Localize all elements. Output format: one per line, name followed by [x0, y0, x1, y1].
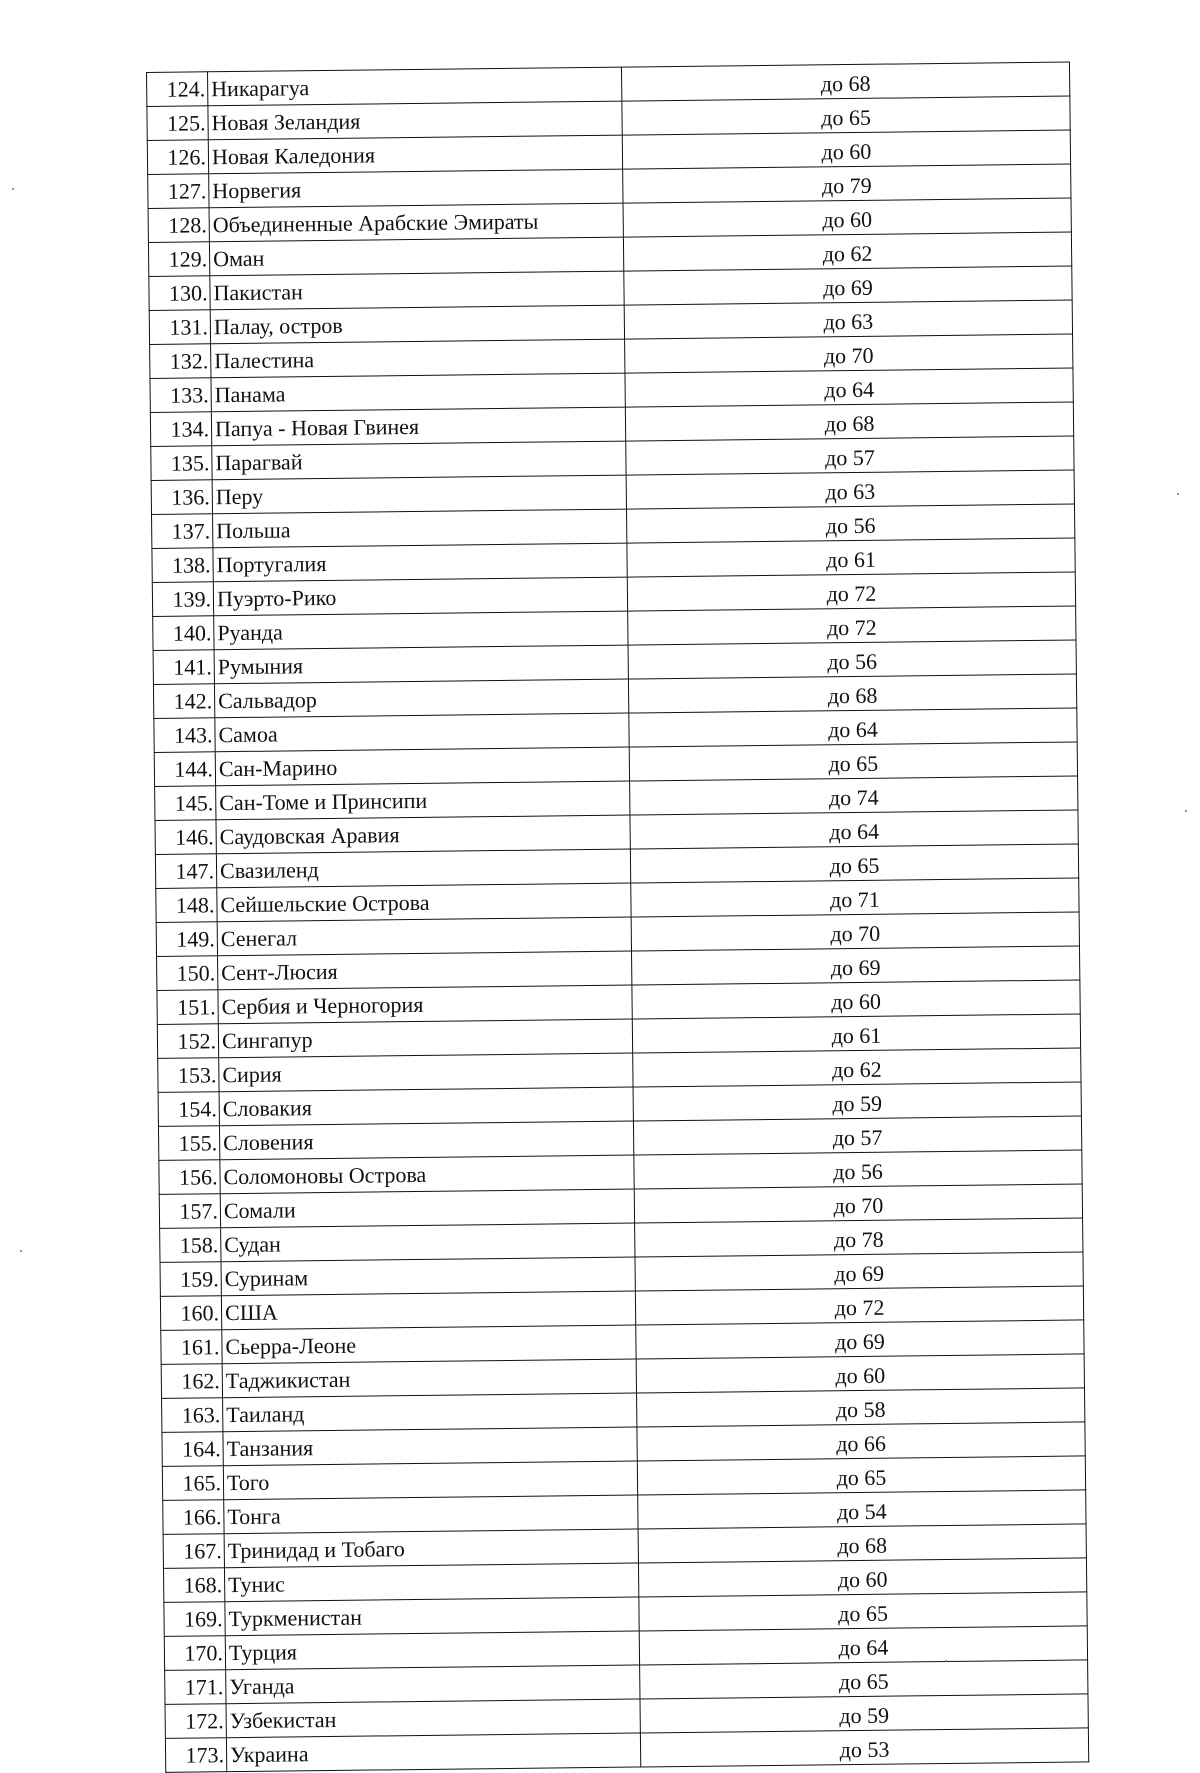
limit-value: до 60 [638, 1558, 1086, 1597]
country-name: Пуэрто-Рико [213, 577, 627, 616]
country-name: Руанда [214, 611, 628, 650]
scan-speck [945, 1660, 947, 1662]
row-number: 145. [155, 786, 216, 821]
row-number: 139. [152, 582, 213, 617]
limit-value: до 64 [630, 810, 1078, 849]
country-name: Турция [225, 1631, 639, 1670]
row-number: 156. [159, 1160, 220, 1195]
limit-value: до 70 [631, 912, 1079, 951]
row-number: 132. [150, 344, 211, 379]
row-number: 161. [161, 1330, 222, 1365]
row-number: 168. [163, 1568, 224, 1603]
row-number: 167. [163, 1534, 224, 1569]
country-name: Сан-Томе и Принсипи [216, 781, 630, 820]
row-number: 135. [151, 446, 212, 481]
row-number: 149. [156, 922, 217, 957]
limit-value: до 69 [632, 946, 1080, 985]
limit-value: до 65 [639, 1592, 1087, 1631]
row-number: 143. [154, 718, 215, 753]
country-name: Туркменистан [225, 1597, 639, 1636]
limit-value: до 65 [622, 96, 1070, 135]
row-number: 154. [158, 1092, 219, 1127]
row-number: 166. [163, 1500, 224, 1535]
scan-speck [12, 188, 14, 190]
limit-value: до 56 [626, 504, 1074, 543]
limit-value: до 59 [633, 1082, 1081, 1121]
limit-value: до 78 [635, 1218, 1083, 1257]
limit-value: до 61 [627, 538, 1075, 577]
country-name: Перу [212, 475, 626, 514]
row-number: 130. [149, 276, 210, 311]
row-number: 129. [148, 242, 209, 277]
limit-value: до 65 [640, 1660, 1088, 1699]
row-number: 133. [150, 378, 211, 413]
country-name: Сербия и Черногория [218, 985, 632, 1024]
limit-value: до 60 [636, 1354, 1084, 1393]
country-name: Соломоновы Острова [220, 1155, 634, 1194]
country-table-container [146, 62, 1089, 1773]
row-number: 170. [164, 1636, 225, 1671]
country-name: Сальвадор [214, 679, 628, 718]
row-number: 144. [154, 752, 215, 787]
row-number: 153. [158, 1058, 219, 1093]
limit-value: до 57 [633, 1116, 1081, 1155]
limit-value: до 56 [628, 640, 1076, 679]
limit-value: до 71 [631, 878, 1079, 917]
row-number: 138. [152, 548, 213, 583]
country-name: Сейшельские Острова [217, 883, 631, 922]
limit-value: до 53 [640, 1728, 1088, 1767]
row-number: 160. [160, 1296, 221, 1331]
country-table [146, 62, 1089, 1773]
row-number: 128. [148, 208, 209, 243]
limit-value: до 64 [639, 1626, 1087, 1665]
limit-value: до 64 [625, 368, 1073, 407]
row-number: 158. [160, 1228, 221, 1263]
limit-value: до 59 [640, 1694, 1088, 1733]
limit-value: до 66 [637, 1422, 1085, 1461]
row-number: 127. [148, 174, 209, 209]
limit-value: до 72 [627, 572, 1075, 611]
row-number: 159. [160, 1262, 221, 1297]
scan-speck [1185, 810, 1187, 812]
limit-value: до 64 [629, 708, 1077, 747]
row-number: 165. [162, 1466, 223, 1501]
row-number: 155. [158, 1126, 219, 1161]
country-name: Сент-Люсия [218, 951, 632, 990]
country-name: Сан-Марино [215, 747, 629, 786]
country-name: Украина [226, 1733, 640, 1772]
limit-value: до 58 [637, 1388, 1085, 1427]
limit-value: до 69 [624, 266, 1072, 305]
country-name: Румыния [214, 645, 628, 684]
row-number: 140. [153, 616, 214, 651]
country-name: Польша [213, 509, 627, 548]
limit-value: до 63 [624, 300, 1072, 339]
limit-value: до 62 [623, 232, 1071, 271]
country-name: Пакистан [210, 271, 624, 310]
limit-value: до 68 [638, 1524, 1086, 1563]
row-number: 146. [155, 820, 216, 855]
country-name: Оман [209, 237, 623, 276]
limit-value: до 69 [636, 1320, 1084, 1359]
country-name: Словакия [219, 1087, 633, 1126]
country-name: Объединенные Арабские Эмираты [209, 203, 623, 242]
row-number: 137. [152, 514, 213, 549]
country-name: Свазиленд [216, 849, 630, 888]
row-number: 126. [147, 140, 208, 175]
row-number: 172. [165, 1704, 226, 1739]
row-number: 173. [165, 1738, 226, 1773]
country-name: Таиланд [223, 1393, 637, 1432]
limit-value: до 57 [626, 436, 1074, 475]
country-name: Норвегия [209, 169, 623, 208]
limit-value: до 60 [632, 980, 1080, 1019]
country-name: Никарагуа [208, 67, 622, 106]
row-number: 148. [156, 888, 217, 923]
country-name: Уганда [226, 1665, 640, 1704]
limit-value: до 72 [628, 606, 1076, 645]
limit-value: до 72 [635, 1286, 1083, 1325]
country-name: Судан [221, 1223, 635, 1262]
country-name: Тонга [224, 1495, 638, 1534]
row-number: 169. [164, 1602, 225, 1637]
limit-value: до 68 [621, 62, 1069, 101]
scan-speck [1177, 493, 1179, 495]
country-name: Сомали [220, 1189, 634, 1228]
country-name: Танзания [223, 1427, 637, 1466]
row-number: 151. [157, 990, 218, 1025]
country-name: Суринам [221, 1257, 635, 1296]
country-name: Сингапур [218, 1019, 632, 1058]
limit-value: до 56 [634, 1150, 1082, 1189]
limit-value: до 68 [628, 674, 1076, 713]
scan-speck [20, 1250, 22, 1252]
country-name: Португалия [213, 543, 627, 582]
country-name: Того [223, 1461, 637, 1500]
row-number: 142. [153, 684, 214, 719]
row-number: 147. [155, 854, 216, 889]
limit-value: до 65 [630, 844, 1078, 883]
row-number: 164. [162, 1432, 223, 1467]
limit-value: до 70 [634, 1184, 1082, 1223]
country-table-body [147, 62, 1089, 1772]
country-name: Парагвай [212, 441, 626, 480]
row-number: 134. [150, 412, 211, 447]
country-name: Тринидад и Тобаго [224, 1529, 638, 1568]
limit-value: до 54 [638, 1490, 1086, 1529]
country-name: Новая Зеландия [208, 101, 622, 140]
limit-value: до 70 [625, 334, 1073, 373]
country-name: Палестина [211, 339, 625, 378]
row-number: 131. [149, 310, 210, 345]
country-name: Новая Каледония [208, 135, 622, 174]
limit-value: до 61 [632, 1014, 1080, 1053]
row-number: 136. [151, 480, 212, 515]
limit-value: до 69 [635, 1252, 1083, 1291]
country-name: Сенегал [217, 917, 631, 956]
country-name: США [221, 1291, 635, 1330]
country-name: Папуа - Новая Гвинея [211, 407, 625, 446]
limit-value: до 62 [633, 1048, 1081, 1087]
country-name: Сьерра-Леоне [222, 1325, 636, 1364]
country-name: Узбекистан [226, 1699, 640, 1738]
country-name: Таджикистан [222, 1359, 636, 1398]
country-name: Сирия [219, 1053, 633, 1092]
limit-value: до 60 [623, 198, 1071, 237]
country-name: Самоа [215, 713, 629, 752]
row-number: 163. [162, 1398, 223, 1433]
row-number: 124. [147, 72, 208, 107]
country-name: Тунис [224, 1563, 638, 1602]
country-name: Словения [219, 1121, 633, 1160]
row-number: 162. [161, 1364, 222, 1399]
limit-value: до 65 [637, 1456, 1085, 1495]
country-name: Саудовская Аравия [216, 815, 630, 854]
country-name: Палау, остров [210, 305, 624, 344]
limit-value: до 68 [625, 402, 1073, 441]
row-number: 171. [165, 1670, 226, 1705]
row-number: 152. [157, 1024, 218, 1059]
country-name: Панама [211, 373, 625, 412]
row-number: 125. [147, 106, 208, 141]
row-number: 157. [159, 1194, 220, 1229]
limit-value: до 65 [629, 742, 1077, 781]
limit-value: до 79 [623, 164, 1071, 203]
limit-value: до 60 [622, 130, 1070, 169]
limit-value: до 63 [626, 470, 1074, 509]
row-number: 141. [153, 650, 214, 685]
limit-value: до 74 [630, 776, 1078, 815]
row-number: 150. [157, 956, 218, 991]
